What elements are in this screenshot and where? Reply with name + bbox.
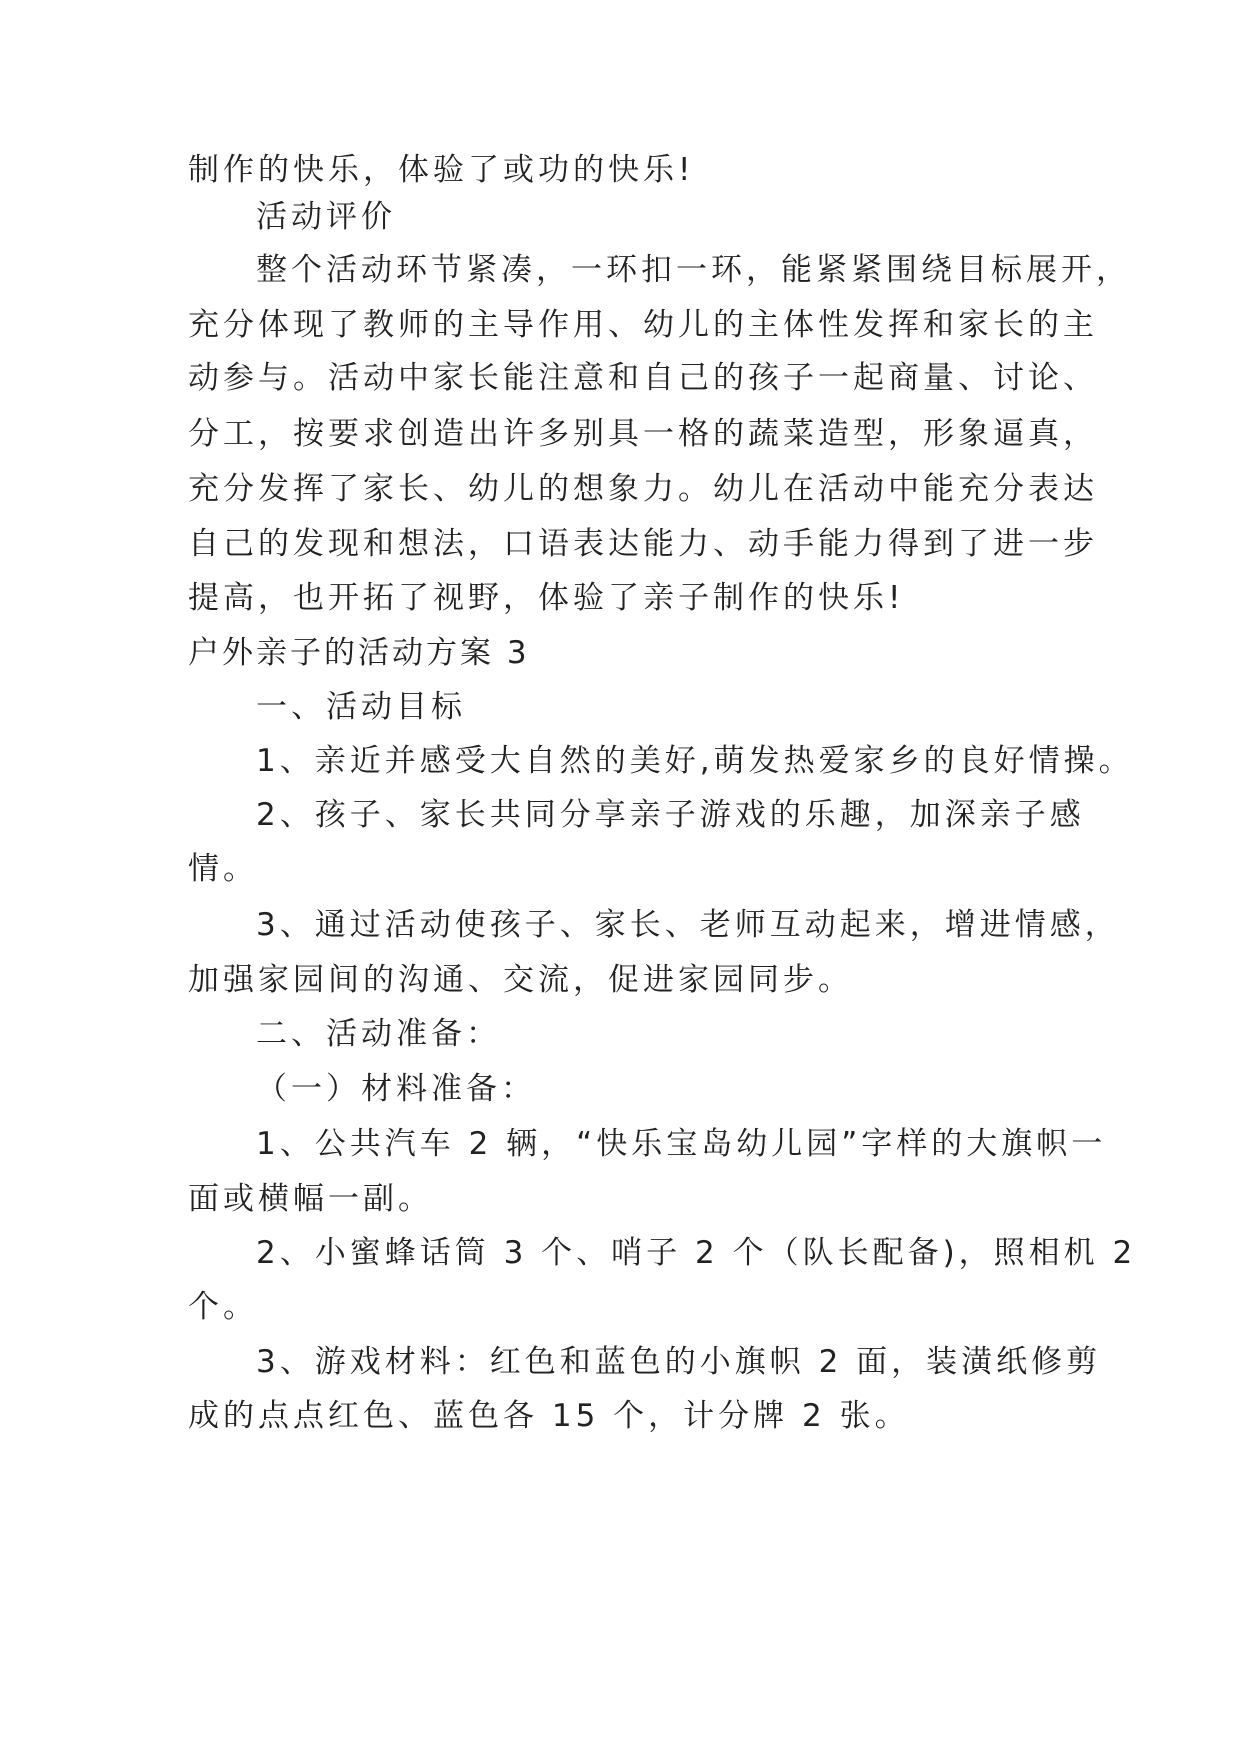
list-item: 2、孩子、家长共同分享亲子游戏的乐趣，加深亲子感 (256, 797, 1085, 833)
list-item: 3、通过活动使孩子、家长、老师互动起来，增进情感， (256, 907, 1120, 943)
list-item: 3、游戏材料：红色和蓝色的小旗帜 2 面，装潢纸修剪 (256, 1344, 1102, 1380)
paragraph-line: 动参与。活动中家长能注意和自己的孩子一起商量、讨论、 (188, 360, 1098, 396)
section-title: 二、活动准备： (256, 1016, 501, 1052)
list-item: 2、小蜜蜂话筒 3 个、哨子 2 个（队长配备)，照相机 2 (256, 1235, 1137, 1271)
paragraph-line: 成的点点红色、蓝色各 15 个，计分牌 2 张。 (188, 1398, 910, 1434)
paragraph-line: 情。 (188, 851, 258, 887)
section-title: 一、活动目标 (256, 689, 466, 725)
list-item: 1、公共汽车 2 辆，“快乐宝岛幼儿园”字样的大旗帜一 (256, 1126, 1107, 1162)
paragraph-line: 加强家园间的沟通、交流，促进家园同步。 (188, 962, 853, 998)
subsection-title: （一）材料准备： (256, 1071, 536, 1107)
paragraph-line: 面或横幅一副。 (188, 1181, 433, 1217)
paragraph-line: 制作的快乐，体验了或功的快乐! (188, 152, 695, 188)
paragraph-line: 充分发挥了家长、幼儿的想象力。幼儿在活动中能充分表达 (188, 471, 1098, 507)
paragraph-line: 分工，按要求创造出许多别具一格的蔬菜造型，形象逼真， (188, 416, 1098, 452)
paragraph-line: 整个活动环节紧凑，一环扣一环，能紧紧围绕目标展开， (256, 252, 1131, 288)
paragraph-line: 自己的发现和想法，口语表达能力、动手能力得到了进一步 (188, 526, 1098, 562)
list-item: 1、亲近并感受大自然的美好,萌发热爱家乡的良好情操。 (256, 743, 1134, 779)
paragraph-line: 提高，也开拓了视野，体验了亲子制作的快乐! (188, 580, 905, 616)
section-title: 活动评价 (256, 199, 396, 235)
document-heading: 户外亲子的活动方案 3 (188, 635, 530, 671)
paragraph-line: 个。 (188, 1289, 258, 1325)
paragraph-line: 充分体现了教师的主导作用、幼儿的主体性发挥和家长的主 (188, 307, 1098, 343)
